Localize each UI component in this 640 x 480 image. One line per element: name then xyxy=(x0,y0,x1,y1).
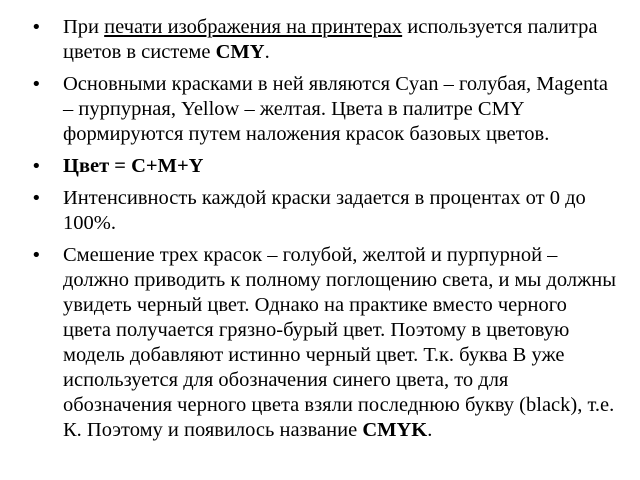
bullet-text: Смешение трех красок – голубой, желтой и пурпурной – должно приводить к полному поглощению света, и мы должны увидеть черный цвет. Однако на практике вместо черного цвета получается грязно-бурый цвет. Поэтому в цветовую модель добавляют истинно черный цвет. Т.к. буква В уже используется для обозначения синего цвета, то для обозначения черного цвета взяли последнюю букву (black), т.е. К. Поэтому и появилось название xyxy=(63,244,616,441)
bullet-item-printing xyxy=(31,15,616,65)
bullet-icon: • xyxy=(31,156,42,177)
bullet-icon: • xyxy=(31,245,42,266)
bullet-item-base-colors xyxy=(31,72,616,147)
bullet-text: Интенсивность каждой краски задается в процентах от 0 до 100%. xyxy=(63,187,586,234)
bullet-list xyxy=(31,15,616,443)
bullet-icon: • xyxy=(31,74,42,95)
bullet-item-cmyk xyxy=(31,243,616,443)
bullet-icon: • xyxy=(31,188,42,209)
bullet-text-mid: используется палитра цветов в системе xyxy=(63,16,598,63)
printers-link[interactable]: печати изображения на принтерах xyxy=(104,16,403,38)
bullet-text: Основными красками в ней являются Cyan – голубая, Magenta – пурпурная, Yellow – желтая. Цвета в палитре CMY формируются путем наложения красок базовых цветов. xyxy=(63,73,609,145)
bullet-text-post: . xyxy=(427,419,433,441)
bullet-item-formula xyxy=(31,154,616,179)
bullet-item-intensity xyxy=(31,186,616,236)
cmy-term: CMY xyxy=(215,41,265,63)
bullet-text-pre: При xyxy=(63,16,105,38)
bullet-icon: • xyxy=(31,17,42,38)
bullet-text-post: . xyxy=(264,41,270,63)
cmyk-term: CMYK xyxy=(362,419,428,441)
color-formula: Цвет = C+M+Y xyxy=(63,155,204,177)
